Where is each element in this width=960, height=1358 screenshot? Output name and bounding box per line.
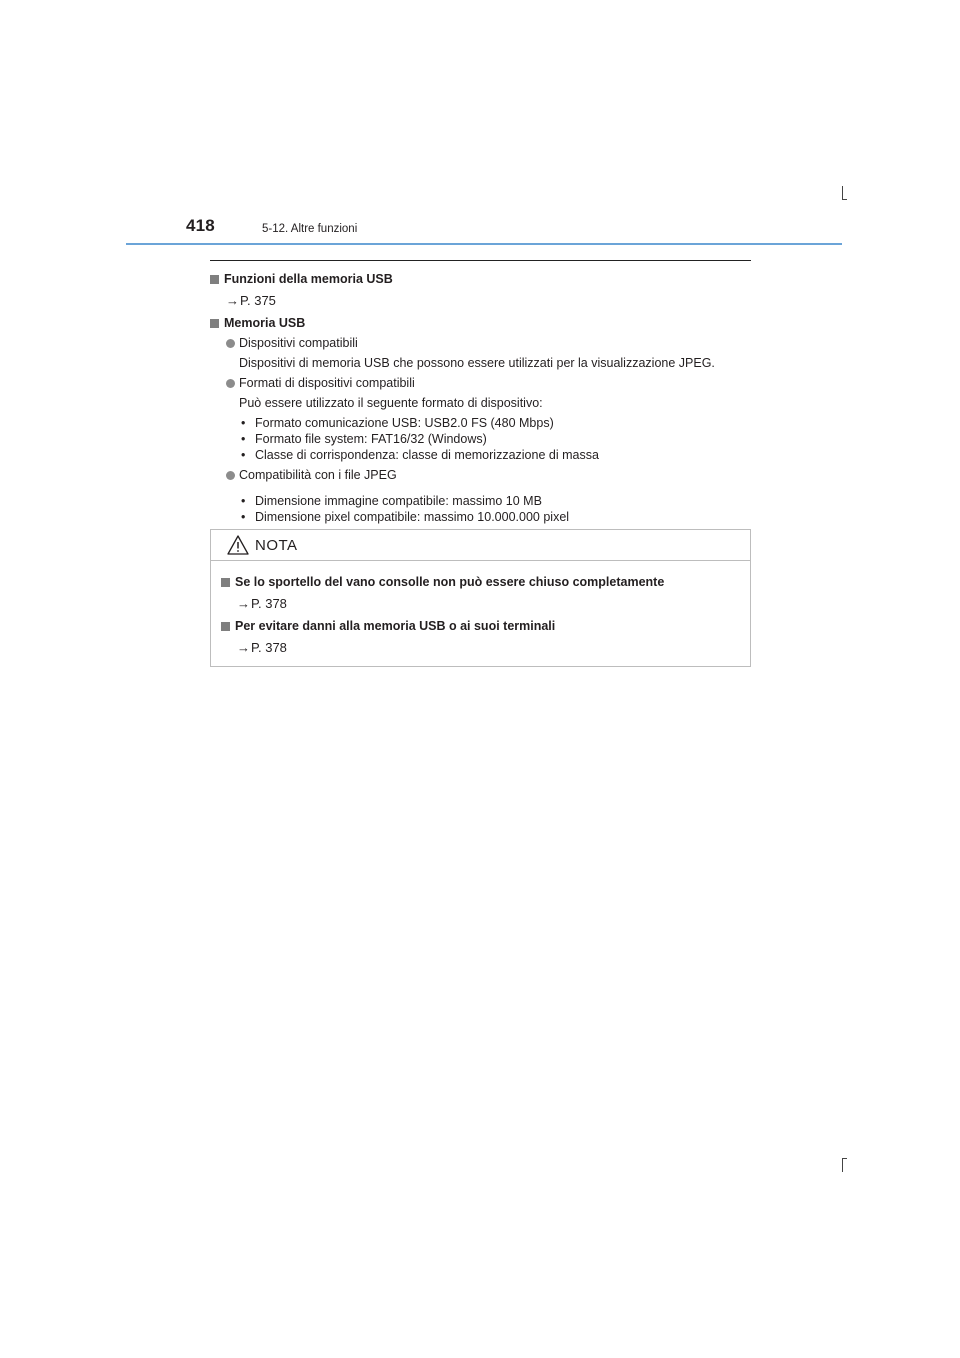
list-item-text: Dimensione immagine compatibile: massimo 10 MB — [255, 494, 542, 508]
heading-usb-functions — [210, 271, 751, 287]
list-item-text: Dimensione pixel compatibile: massimo 10.000.000 pixel — [255, 510, 570, 524]
square-bullet-icon — [210, 275, 219, 284]
content — [210, 260, 751, 525]
list-item — [241, 447, 751, 463]
heading-text: Se lo sportello del vano consolle non può essere chiuso completamente — [235, 575, 665, 589]
middle-dot-icon: • — [241, 432, 246, 446]
section-title: 5-12. Altre funzioni — [262, 223, 358, 235]
middle-dot-icon: • — [241, 416, 246, 430]
heading-text: Funzioni della memoria USB — [224, 272, 393, 286]
top-rule — [210, 260, 751, 261]
round-bullet-icon — [226, 471, 235, 480]
nota-header — [211, 530, 750, 561]
bullet-title: Formati di dispositivi compatibili — [239, 376, 415, 390]
header-rule — [126, 243, 842, 245]
page-number: 418 — [186, 216, 215, 235]
reference-text[interactable]: P. 375 — [240, 292, 276, 308]
list-item — [241, 509, 751, 525]
list-item-text: Classe di corrispondenza: classe di memorizzazione di massa — [255, 448, 599, 462]
reference-text[interactable]: P. 378 — [251, 595, 287, 611]
middle-dot-icon: • — [241, 510, 246, 524]
arrow-right-icon: → — [226, 292, 239, 308]
nota-heading-console — [221, 574, 750, 590]
heading-usb-memory — [210, 315, 751, 331]
paragraph: Può essere utilizzato il seguente formato di dispositivo: — [239, 396, 543, 410]
round-bullet-icon — [226, 379, 235, 388]
page-header — [186, 216, 846, 244]
crop-tick-top — [842, 199, 847, 200]
square-bullet-icon — [210, 319, 219, 328]
middle-dot-icon: • — [241, 494, 246, 508]
list-item-text: Formato comunicazione USB: USB2.0 FS (480 Mbps) — [255, 416, 554, 430]
bullet-title: Dispositivi compatibili — [239, 336, 358, 350]
crop-mark-bottom — [842, 1158, 843, 1172]
reference-text[interactable]: P. 378 — [251, 639, 287, 655]
bullet-title: Compatibilità con i file JPEG — [239, 468, 397, 482]
bullet-compatible-devices — [226, 335, 751, 351]
square-bullet-icon — [221, 622, 230, 631]
round-bullet-icon — [226, 339, 235, 348]
middle-dot-icon: • — [241, 448, 246, 462]
list-item — [241, 415, 751, 431]
crop-mark-top — [842, 186, 843, 200]
warning-triangle-icon — [227, 535, 249, 555]
heading-text: Per evitare danni alla memoria USB o ai suoi terminali — [235, 619, 556, 633]
paragraph: Dispositivi di memoria USB che possono essere utilizzati per la visualizzazione JPEG. — [239, 356, 715, 370]
nota-body — [211, 561, 750, 656]
bullet-jpeg-compat — [226, 467, 751, 483]
list-item-text: Formato file system: FAT16/32 (Windows) — [255, 432, 487, 446]
bullet-device-formats — [226, 375, 751, 391]
arrow-right-icon: → — [237, 595, 250, 611]
page-reference[interactable] — [226, 291, 751, 309]
list-item — [241, 493, 751, 509]
list-item — [241, 431, 751, 447]
nota-title: NOTA — [255, 536, 298, 554]
square-bullet-icon — [221, 578, 230, 587]
page-reference[interactable] — [237, 594, 750, 612]
arrow-right-icon: → — [237, 639, 250, 655]
nota-heading-usb-damage — [221, 618, 750, 634]
heading-text: Memoria USB — [224, 316, 306, 330]
nota-box — [210, 529, 751, 667]
page-reference[interactable] — [237, 638, 750, 656]
crop-tick-bottom — [842, 1158, 847, 1159]
